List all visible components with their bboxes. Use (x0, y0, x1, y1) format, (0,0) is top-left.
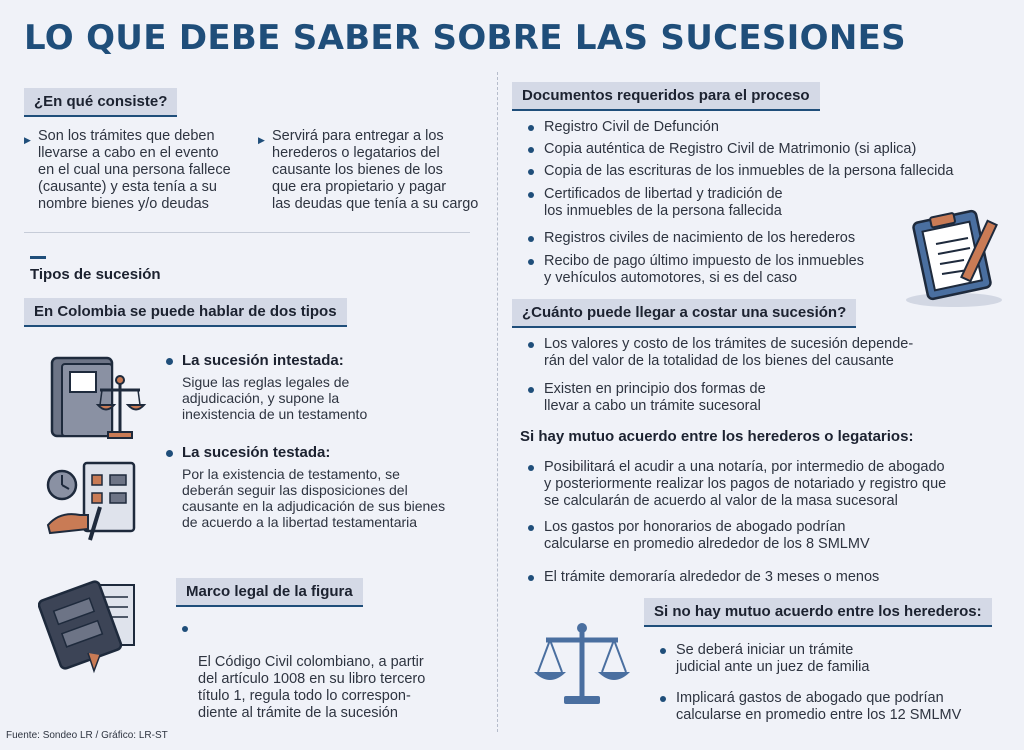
tipos-label: Tipos de sucesión (30, 266, 161, 283)
colombia-heading: En Colombia se puede hablar de dos tipos (24, 298, 347, 327)
bullet-dot (660, 696, 666, 702)
bullet-dot (528, 125, 534, 131)
documentos-item-text: Registro Civil de Defunción (544, 119, 719, 135)
mutuo-item-text: Los gastos por honorarios de abogado podrían calcularse en promedio alrededor de los 8 SMLMV (544, 519, 870, 552)
justice-scale-icon (532, 618, 632, 710)
costo-item-text: Los valores y costo de los trámites de sucesión depende- rán del valor de la totalidad de los bienes del causante (544, 336, 914, 369)
triangle-bullet-icon: ▶ (24, 135, 31, 145)
section-divider (24, 232, 470, 233)
costo-item-text: Existen en principio dos formas de llevar a cabo un trámite sucesoral (544, 381, 766, 414)
testament-document-icon (40, 455, 150, 545)
testada-title (166, 444, 330, 461)
testada-text: Por la existencia de testamento, se deberán seguir las disposiciones del causante en la adjudicación de sus bienes de acuerdo a la libertad testamentaria (182, 466, 446, 530)
no-mutuo-item (660, 642, 869, 676)
bullet-dot (528, 342, 534, 348)
documentos-item (528, 119, 719, 136)
intestada-title (166, 352, 344, 369)
bullet-dot (528, 465, 534, 471)
law-book-icon (38, 575, 148, 675)
triangle-bullet-icon: ▶ (258, 135, 265, 145)
intestada-title-text: La sucesión intestada: (182, 352, 344, 369)
marco-text: El Código Civil colombiano, a partir del artículo 1008 en su libro tercero título 1, regula todo lo correspon- diente al trámite de la sucesión (198, 654, 426, 721)
documentos-item (528, 163, 953, 180)
documentos-heading: Documentos requeridos para el proceso (512, 82, 820, 111)
column-divider (497, 72, 498, 732)
source-footer: Fuente: Sondeo LR / Gráfico: LR-ST (6, 730, 168, 741)
bullet-dot (166, 358, 173, 365)
no-mutuo-heading: Si no hay mutuo acuerdo entre los herederos: (644, 598, 992, 627)
bullet-dot (528, 236, 534, 242)
bullet-dot (528, 192, 534, 198)
no-mutuo-item (660, 690, 961, 724)
bullet-dot (528, 387, 534, 393)
accent-dash (30, 256, 46, 259)
documentos-item (528, 141, 916, 158)
bullet-dot (528, 169, 534, 175)
costo-item (528, 381, 766, 415)
bullet-dot (528, 575, 534, 581)
consiste-item-2 (258, 128, 488, 213)
testada-title-text: La sucesión testada: (182, 444, 331, 461)
consiste-heading: ¿En qué consiste? (24, 88, 177, 117)
no-mutuo-item-text: Implicará gastos de abogado que podrían calcularse en promedio entre los 12 SMLMV (676, 690, 962, 723)
book-scale-icon (40, 350, 150, 445)
documentos-item (528, 230, 855, 247)
consiste-item-1 (24, 128, 244, 213)
mutuo-item (528, 519, 870, 553)
consiste-item-2-text: Servirá para entregar a los herederos o legatarios del causante los bienes de los que era propietario y pagar las deudas que tenía a su cargo (272, 128, 479, 212)
marco-heading: Marco legal de la figura (176, 578, 363, 607)
page-title: LO QUE DEBE SABER SOBRE LAS SUCESIONES (24, 18, 906, 58)
bullet-dot (182, 626, 188, 632)
documentos-item-text: Certificados de libertad y tradición de los inmuebles de la persona fallecida (544, 186, 783, 219)
documentos-item-text: Copia de las escrituras de los inmuebles de la persona fallecida (544, 163, 954, 179)
bullet-dot (660, 648, 666, 654)
mutuo-label: Si hay mutuo acuerdo entre los herederos o legatarios: (520, 428, 914, 445)
documentos-item-text: Recibo de pago último impuesto de los inmuebles y vehículos automotores, si es del caso (544, 253, 864, 286)
bullet-dot (528, 525, 534, 531)
clipboard-pencil-icon (898, 200, 1010, 310)
documentos-item-text: Registros civiles de nacimiento de los herederos (544, 230, 856, 246)
intestada-text: Sigue las reglas legales de adjudicación, y supone la inexistencia de un testamento (182, 374, 368, 422)
mutuo-item (528, 569, 879, 586)
mutuo-item-text: El trámite demoraría alrededor de 3 meses o menos (544, 569, 880, 585)
bullet-dot (528, 147, 534, 153)
consiste-item-1-text: Son los trámites que deben llevarse a cabo en el evento en el cual una persona fallece (causante) y esta tenía a su nombre bienes y/o deudas (38, 128, 231, 212)
mutuo-item-text: Posibilitará el acudir a una notaría, por intermedio de abogado y posteriormente realizar los pagos de notariado y registro que se calcularán de acuerdo al valor de la masa sucesoral (544, 459, 947, 509)
marco-item (182, 620, 425, 722)
documentos-item (528, 253, 864, 287)
costo-item (528, 336, 913, 370)
mutuo-item (528, 459, 946, 510)
costo-heading: ¿Cuánto puede llegar a costar una sucesión? (512, 299, 856, 328)
bullet-dot (528, 259, 534, 265)
no-mutuo-item-text: Se deberá iniciar un trámite judicial ante un juez de familia (676, 642, 870, 675)
documentos-item (528, 186, 783, 220)
documentos-item-text: Copia auténtica de Registro Civil de Matrimonio (si aplica) (544, 141, 917, 157)
bullet-dot (166, 450, 173, 457)
